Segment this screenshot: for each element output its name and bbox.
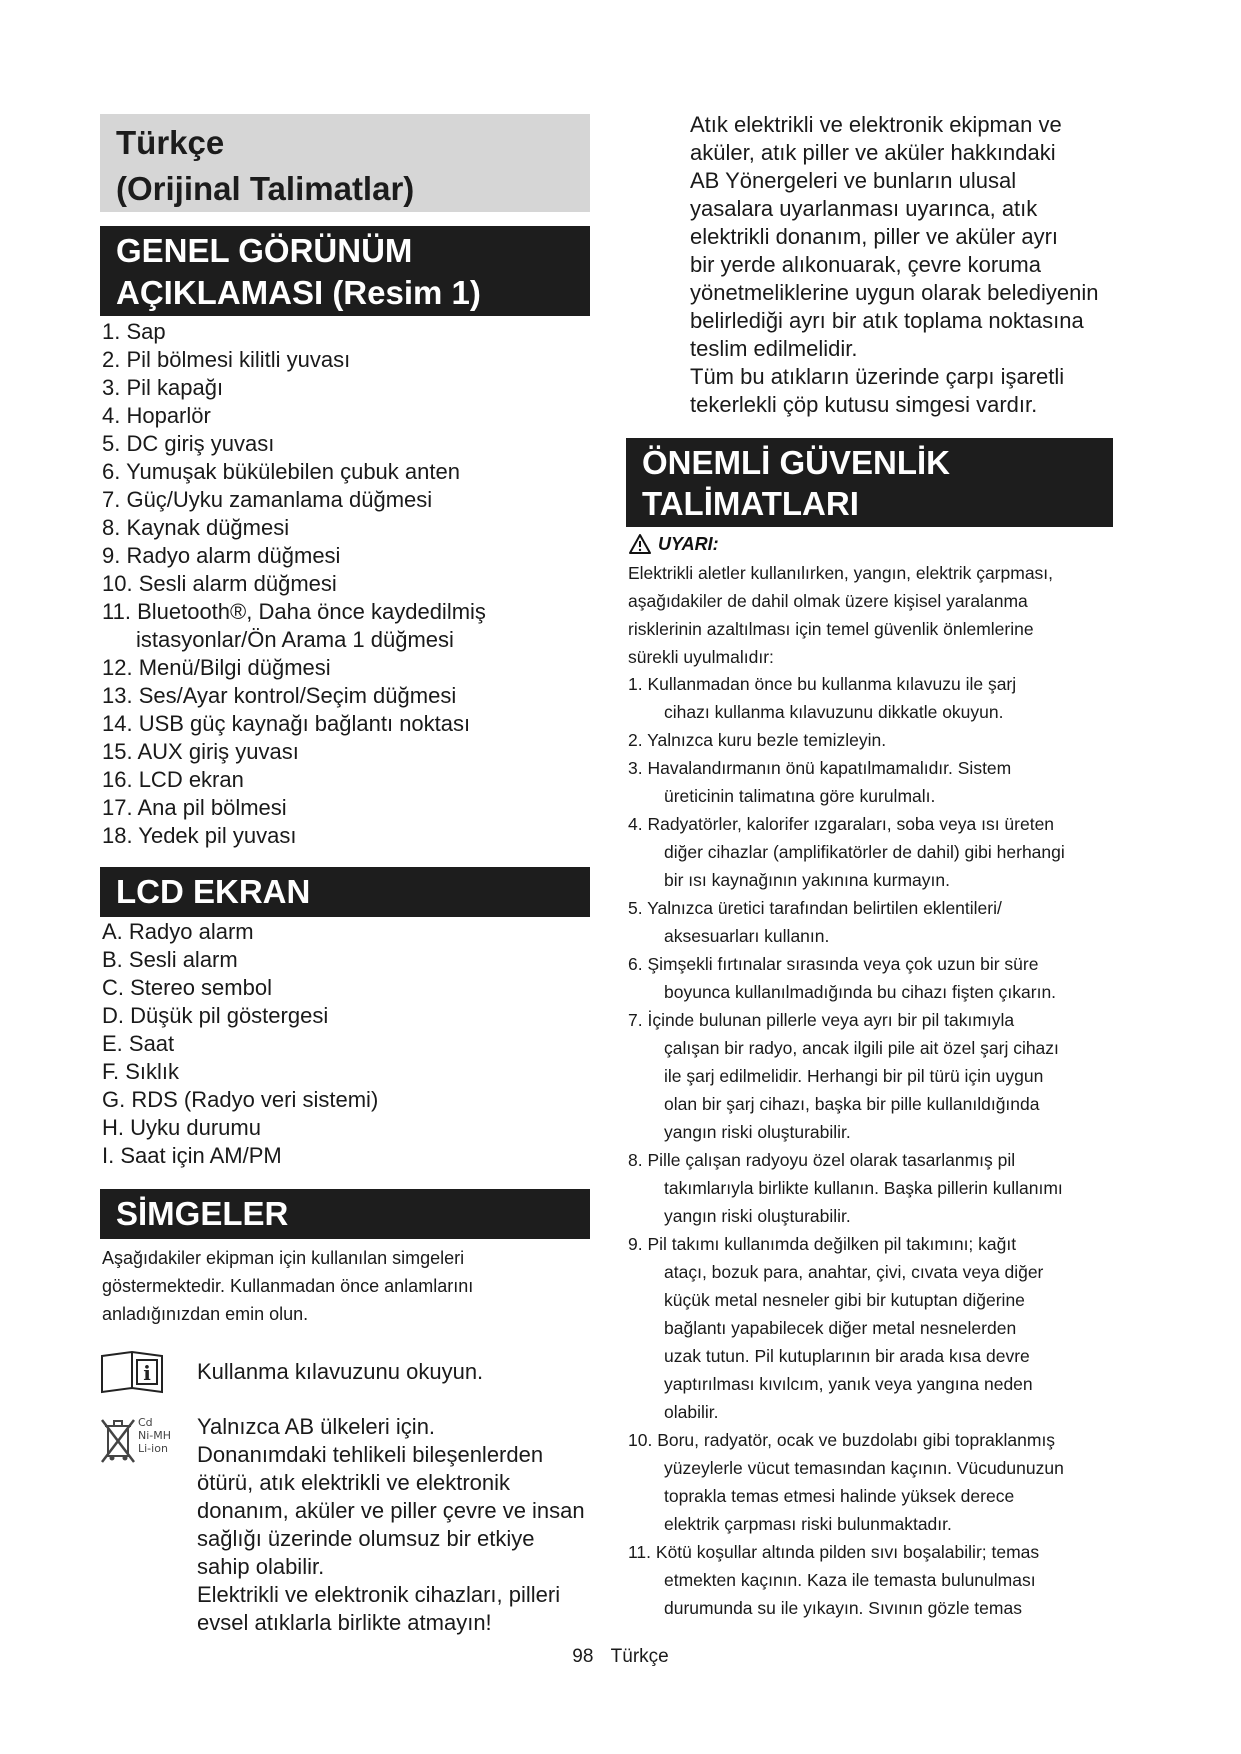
- manual-icon: [100, 1350, 164, 1394]
- eu-text-line: sağlığı üzerinde olumsuz bir etkiye: [197, 1526, 535, 1551]
- overview-item: 13. Ses/Ayar kontrol/Seçim düğmesi: [102, 683, 457, 708]
- safety-item: [628, 810, 1123, 894]
- battery-label-nimh: Ni-MH: [138, 1429, 172, 1442]
- symbols-intro: [102, 1244, 592, 1328]
- safety-intro-line: aşağıdakiler de dahil olmak üzere kişisel yaralanma: [628, 591, 1028, 611]
- eu-text-line: Yalnızca AB ülkeleri için.: [197, 1414, 436, 1439]
- safety-intro: [628, 559, 1118, 671]
- eu-text-line: donanım, aküler ve piller çevre ve insan: [197, 1498, 585, 1523]
- lcd-item: I. Saat için AM/PM: [102, 1143, 282, 1168]
- page-number: 98: [572, 1646, 594, 1667]
- safety-item-line: elektrik çarpması riski bulunmaktadır.: [664, 1514, 952, 1534]
- safety-title-line2: TALİMATLARI: [642, 485, 859, 522]
- weee-text-line: Atık elektrikli ve elektronik ekipman ve: [690, 112, 1062, 137]
- safety-item: [628, 894, 1123, 950]
- warning-triangle-icon: [628, 533, 652, 555]
- overview-item: 12. Menü/Bilgi düğmesi: [102, 655, 331, 680]
- weee-text-line: AB Yönergeleri ve bunların ulusal: [690, 168, 1017, 193]
- overview-item: 5. DC giriş yuvası: [102, 431, 275, 456]
- language-subtitle: (Orijinal Talimatlar): [116, 170, 415, 207]
- safety-item-line: yangın riski oluşturabilir.: [664, 1122, 851, 1142]
- overview-title-line1: GENEL GÖRÜNÜM: [116, 232, 413, 269]
- weee-text-line: belirlediği ayrı bir atık toplama noktasına: [690, 308, 1084, 333]
- weee-text-line: tekerlekli çöp kutusu simgesi vardır.: [690, 392, 1038, 417]
- weee-text-line: yasalara uyarlanması uyarınca, atık: [690, 196, 1038, 221]
- weee-text-line: aküler, atık piller ve aküler hakkındaki: [690, 140, 1056, 165]
- safety-item: [628, 1230, 1123, 1426]
- safety-item-line: ile şarj edilmelidir. Herhangi bir pil türü için uygun: [664, 1066, 1044, 1086]
- overview-item: 7. Güç/Uyku zamanlama düğmesi: [102, 487, 433, 512]
- overview-list: [102, 318, 592, 850]
- safety-item-first-line: 8. Pille çalışan radyoyu özel olarak tasarlanmış pil: [628, 1150, 1016, 1170]
- weee-text-line: teslim edilmelidir.: [690, 336, 858, 361]
- safety-item-line: bağlantı yapabilecek diğer metal nesnelerden: [664, 1318, 1017, 1338]
- safety-item-line: etmekten kaçının. Kaza ile temasta bulunulması: [664, 1570, 1036, 1590]
- safety-list: [628, 670, 1123, 1622]
- overview-title-line2: AÇIKLAMASI (Resim 1): [116, 274, 481, 311]
- safety-item-line: olabilir.: [664, 1402, 719, 1422]
- safety-item-first-line: 6. Şimşekli fırtınalar sırasında veya çok uzun bir süre: [628, 954, 1039, 974]
- safety-item-line: uzak tutun. Pil kutuplarının bir arada kısa devre: [664, 1346, 1030, 1366]
- safety-item-line: yaptırılması kıvılcım, yanık veya yangına neden: [664, 1374, 1033, 1394]
- overview-header: [100, 226, 590, 316]
- overview-item: 18. Yedek pil yuvası: [102, 823, 297, 848]
- overview-item: 1. Sap: [102, 319, 166, 344]
- symbols-header: [100, 1189, 590, 1239]
- safety-item-first-line: 3. Havalandırmanın önü kapatılmamalıdır. Sistem: [628, 758, 1012, 778]
- eu-text-line: Elektrikli ve elektronik cihazları, pilleri: [197, 1582, 561, 1607]
- weee-text-line: bir yerde alıkonuarak, çevre koruma: [690, 252, 1041, 277]
- safety-item: [628, 754, 1123, 810]
- safety-item-line: takımlarıyla birlikte kullanın. Başka pillerin kullanımı: [664, 1178, 1063, 1198]
- safety-item-line: durumunda su ile yıkayın. Sıvının gözle temas: [664, 1598, 1022, 1618]
- safety-intro-line: risklerinin azaltılması için temel güvenlik önlemlerine: [628, 619, 1034, 639]
- safety-item-first-line: 2. Yalnızca kuru bezle temizleyin.: [628, 730, 887, 750]
- safety-item-line: boyunca kullanılmadığında bu cihazı fişten çıkarın.: [664, 982, 1057, 1002]
- symbols-intro-line: anladığınızdan emin olun.: [102, 1304, 309, 1324]
- eu-text-line: evsel atıklarla birlikte atmayın!: [197, 1610, 492, 1635]
- safety-item: [628, 1006, 1123, 1146]
- eu-text-line: ötürü, atık elektrikli ve elektronik: [197, 1470, 511, 1495]
- language-title: Türkçe: [116, 124, 225, 161]
- safety-item: [628, 726, 1123, 754]
- overview-item: 14. USB güç kaynağı bağlantı noktası: [102, 711, 471, 736]
- safety-item-line: küçük metal nesneler gibi bir kutuptan diğerine: [664, 1290, 1025, 1310]
- safety-item-line: yüzeylerle vücut temasından kaçının. Vücudunuzun: [664, 1458, 1064, 1478]
- lcd-header: [100, 867, 590, 917]
- battery-label-cd: Cd: [138, 1416, 153, 1429]
- safety-item-first-line: 11. Kötü koşullar altında pilden sıvı boşalabilir; temas: [628, 1542, 1040, 1562]
- safety-item-line: ataçı, bozuk para, anahtar, çivi, cıvata veya diğer: [664, 1262, 1044, 1282]
- warning-text: UYARI:: [658, 533, 719, 554]
- safety-item-line: çalışan bir radyo, ancak ilgili pile ait özel şarj cihazı: [664, 1038, 1059, 1058]
- overview-item: 3. Pil kapağı: [102, 375, 224, 400]
- overview-item: 8. Kaynak düğmesi: [102, 515, 290, 540]
- weee-text-line: elektrikli donanım, piller ve aküler ayrı: [690, 224, 1059, 249]
- lcd-item: D. Düşük pil göstergesi: [102, 1003, 329, 1028]
- safety-item-first-line: 5. Yalnızca üretici tarafından belirtilen eklentileri/: [628, 898, 1002, 918]
- weee-text-line: Tüm bu atıkların üzerinde çarpı işaretli: [690, 364, 1065, 389]
- overview-item: 10. Sesli alarm düğmesi: [102, 571, 337, 596]
- lcd-item: A. Radyo alarm: [102, 919, 254, 944]
- overview-item: 9. Radyo alarm düğmesi: [102, 543, 341, 568]
- safety-item: [628, 950, 1123, 1006]
- overview-item: istasyonlar/Ön Arama 1 düğmesi: [136, 627, 454, 652]
- lcd-title: LCD EKRAN: [116, 873, 311, 910]
- symbols-title: SİMGELER: [116, 1195, 289, 1232]
- safety-item: [628, 1426, 1123, 1538]
- eu-text: [197, 1413, 597, 1637]
- warning-label: [628, 533, 719, 555]
- lcd-item: F. Sıklık: [102, 1059, 180, 1084]
- safety-item: [628, 1146, 1123, 1230]
- safety-item-line: cihazı kullanma kılavuzunu dikkatle okuyun.: [664, 702, 1004, 722]
- eu-text-line: sahip olabilir.: [197, 1554, 325, 1579]
- symbols-intro-line: Aşağıdakiler ekipman için kullanılan simgeleri: [102, 1248, 465, 1268]
- language-title-box: [100, 114, 590, 212]
- lcd-item: C. Stereo sembol: [102, 975, 272, 1000]
- safety-header: [626, 438, 1113, 527]
- safety-intro-line: Elektrikli aletler kullanılırken, yangın, elektrik çarpması,: [628, 563, 1054, 583]
- safety-item: [628, 1538, 1123, 1622]
- safety-item-line: diğer cihazlar (amplifikatörler de dahil) gibi herhangi: [664, 842, 1065, 862]
- lcd-item: G. RDS (Radyo veri sistemi): [102, 1087, 379, 1112]
- svg-text:i: i: [143, 1361, 151, 1385]
- lcd-list: [102, 918, 592, 1170]
- safety-title-line1: ÖNEMLİ GÜVENLİK: [642, 444, 951, 481]
- safety-item-line: toprakla temas etmesi halinde yüksek derece: [664, 1486, 1015, 1506]
- overview-item: 16. LCD ekran: [102, 767, 244, 792]
- safety-item-line: olan bir şarj cihazı, başka bir pille kullanıldığında: [664, 1094, 1040, 1114]
- lcd-item: E. Saat: [102, 1031, 175, 1056]
- overview-item: 15. AUX giriş yuvası: [102, 739, 299, 764]
- eu-text-line: Donanımdaki tehlikeli bileşenlerden: [197, 1442, 544, 1467]
- battery-label-liion: Li-ion: [138, 1442, 168, 1455]
- lcd-item: B. Sesli alarm: [102, 947, 238, 972]
- weee-text-line: yönetmeliklerine uygun olarak belediyenin: [690, 280, 1099, 305]
- weee-battery-icon: [100, 1416, 180, 1466]
- overview-item: 2. Pil bölmesi kilitli yuvası: [102, 347, 351, 372]
- safety-item-first-line: 9. Pil takımı kullanımda değilken pil takımını; kağıt: [628, 1234, 1017, 1254]
- overview-item: 17. Ana pil bölmesi: [102, 795, 287, 820]
- manual-text: Kullanma kılavuzunu okuyun.: [197, 1359, 484, 1384]
- safety-item-first-line: 10. Boru, radyatör, ocak ve buzdolabı gibi topraklanmış: [628, 1430, 1056, 1450]
- safety-item-first-line: 4. Radyatörler, kalorifer ızgaraları, soba veya ısı üreten: [628, 814, 1055, 834]
- safety-item-first-line: 7. İçinde bulunan pillerle veya ayrı bir pil takımıyla: [628, 1010, 1015, 1030]
- footer-language: Türkçe: [610, 1646, 669, 1667]
- weee-text: [690, 111, 1130, 419]
- safety-item-first-line: 1. Kullanmadan önce bu kullanma kılavuzu ile şarj: [628, 674, 1017, 694]
- safety-item: [628, 670, 1123, 726]
- safety-intro-line: sürekli uyulmalıdır:: [628, 647, 774, 667]
- safety-item-line: üreticinin talimatına göre kurulmalı.: [664, 786, 936, 806]
- safety-item-line: aksesuarları kullanın.: [664, 926, 830, 946]
- page-footer: [0, 1646, 1241, 1668]
- safety-item-line: yangın riski oluşturabilir.: [664, 1206, 851, 1226]
- symbols-intro-line: göstermektedir. Kullanmadan önce anlamlarını: [102, 1276, 474, 1296]
- overview-item: 6. Yumuşak bükülebilen çubuk anten: [102, 459, 460, 484]
- lcd-item: H. Uyku durumu: [102, 1115, 261, 1140]
- safety-item-line: bir ısı kaynağının yakınına kurmayın.: [664, 870, 950, 890]
- overview-item: 11. Bluetooth®, Daha önce kaydedilmiş: [102, 599, 486, 624]
- overview-item: 4. Hoparlör: [102, 403, 211, 428]
